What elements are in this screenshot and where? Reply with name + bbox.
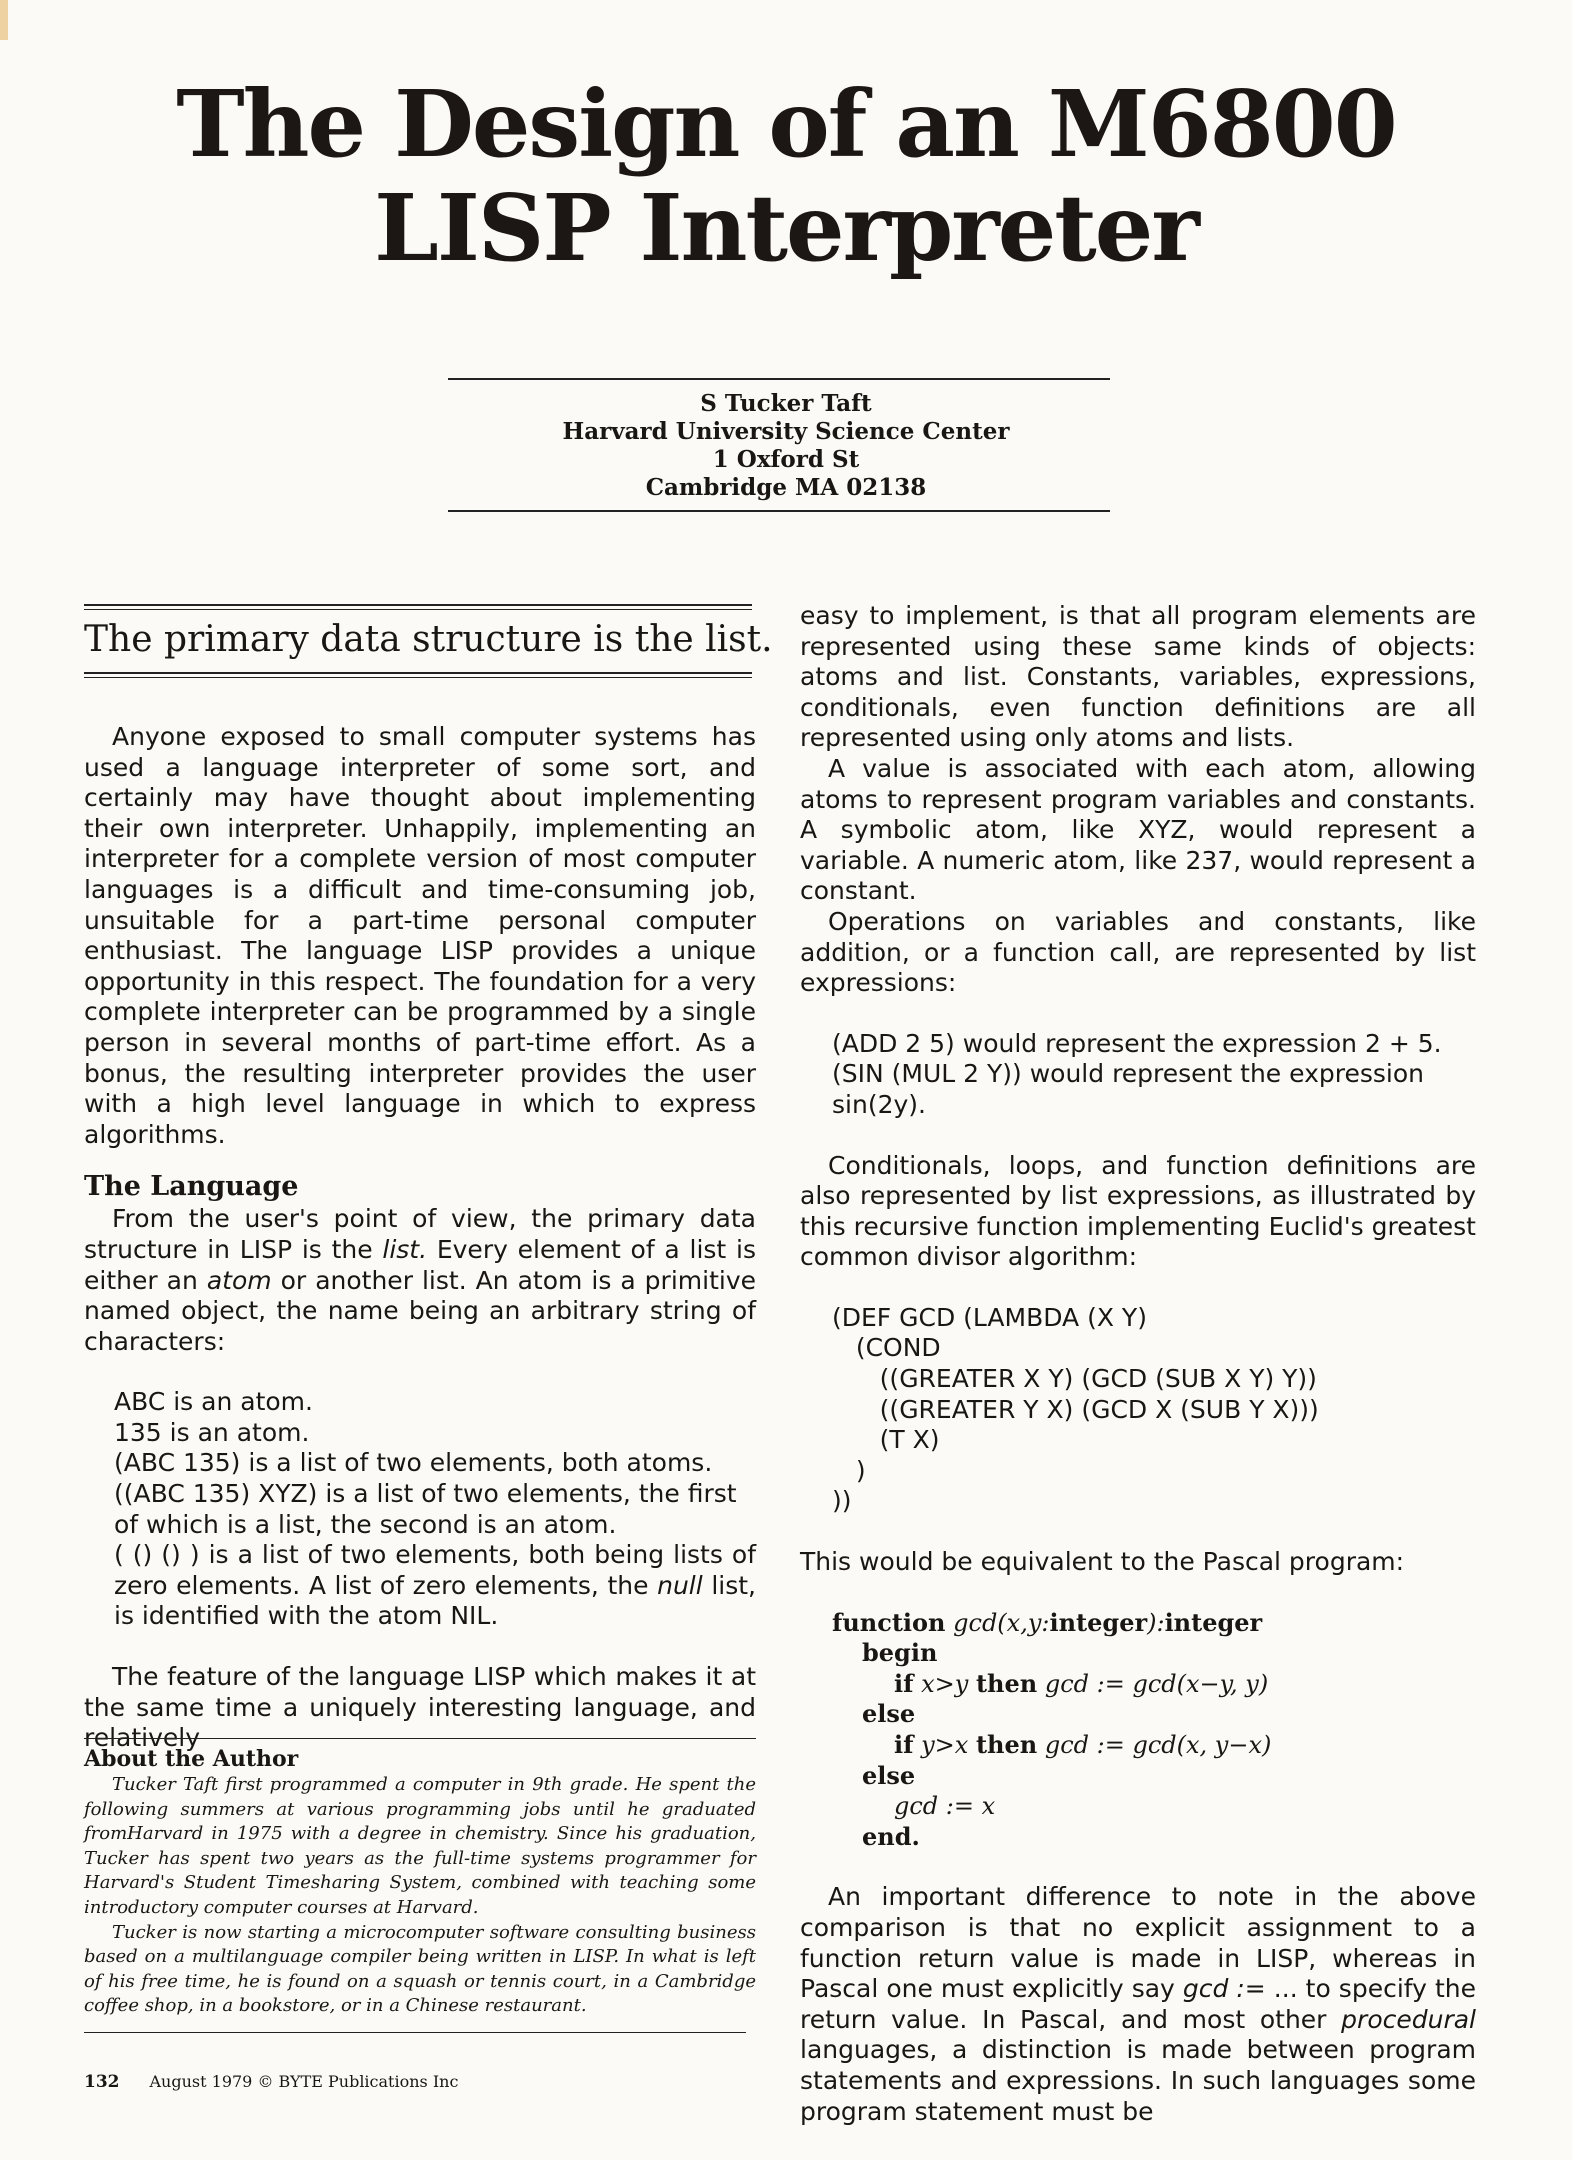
about-bottom-rule <box>84 2032 746 2033</box>
feature-paragraph: The feature of the language LISP which makes it at the same time a uniquely interesting language, and relatively <box>84 1662 756 1753</box>
kw-if: if <box>894 1730 914 1759</box>
deck-text: The primary data structure is the list. <box>84 619 773 660</box>
diff-text-1: An important difference to note in the above comparison is that no explicit assignment to a function return value is made in LISP, whereas in Pascal one must explicitly say <box>800 1882 1476 2004</box>
kw-then: then <box>975 1730 1038 1759</box>
example-line: ABC is an atom. <box>114 1387 313 1417</box>
term-null: null <box>657 1570 703 1600</box>
about-author-box <box>84 1745 756 2019</box>
pascal-line-else <box>832 1699 1476 1730</box>
code-line: ((GREATER X Y) (GCD (SUB X Y) Y)) <box>832 1364 1317 1394</box>
diff-text-2: ... to specify the return value. In Pascal, and most other <box>800 1974 1476 2034</box>
pascal-sig-rest: ): <box>1147 1608 1165 1637</box>
term-procedural: procedural <box>1341 2004 1476 2034</box>
diff-text-3: languages, a distinction is made between program statements and expressions. In such languages some program statement must be <box>800 2035 1476 2126</box>
author-city: Cambridge MA 02138 <box>645 474 927 501</box>
author-street: 1 Oxford St <box>712 446 860 473</box>
stmt-final: gcd := x <box>894 1792 996 1821</box>
footer-credit: August 1979 © BYTE Publications Inc <box>149 2072 459 2091</box>
language-text-1: From the user's point of view, the primary data structure in LISP is the <box>84 1204 756 1264</box>
difference-paragraph <box>800 1882 1476 2127</box>
gcd-assign: gcd := <box>1182 1974 1266 2004</box>
language-text-3: or another list. An atom is a primitive named object, the name being an arbitrary string of characters: <box>84 1265 756 1356</box>
code-line: )) <box>832 1486 852 1516</box>
about-top-rule <box>84 1738 756 1739</box>
deck-bottom-rule <box>84 672 752 678</box>
pascal-line-if2 <box>832 1730 1476 1761</box>
cond-1: x>y <box>921 1669 969 1698</box>
code-line: (DEF GCD (LAMBDA (X Y) <box>832 1302 1147 1332</box>
language-text-2: Every element of a list is either an <box>84 1234 756 1295</box>
operations-paragraph: Operations on variables and constants, like addition, or a function call, are represented by list expressions: <box>800 906 1476 998</box>
kw-function: function <box>832 1607 946 1637</box>
page-footer <box>84 2072 458 2092</box>
about-paragraph-2: Tucker is now starting a microcomputer software consulting business based on a multilanguage compiler being written in LISP. In what is left of his free time, he is found on a squash or tennis court, in a Cambridge coffee shop, in a bookstore, or in a Chinese restaurant. <box>84 1921 756 2017</box>
deck-quote <box>84 604 773 678</box>
left-column <box>84 722 756 1754</box>
expression-example: (SIN (MUL 2 Y)) would represent the expression sin(2y). <box>832 1059 1424 1119</box>
intro-paragraph: Anyone exposed to small computer systems has used a language interpreter of some sort, and certainly may have thought about implementing their own interpreter. Unhappily, implementing an interpreter for a complete version of most computer languages is a difficult and time-consuming job, unsuitable for a part-time personal computer enthusiast. The language LISP provides a unique opportunity in this respect. The foundation for a very complete interpreter can be programmed by a single person in several months of part-time effort. As a bonus, the resulting interpreter provides the user with a high level language in which to express algorithms. <box>84 722 756 1149</box>
lisp-code-block <box>800 1303 1476 1517</box>
code-line: (COND <box>832 1333 941 1363</box>
pascal-line-final <box>832 1791 1476 1822</box>
cond-2: y>x <box>921 1731 969 1759</box>
author-name: S Tucker Taft <box>700 390 872 417</box>
author-byline <box>0 390 1572 502</box>
section-heading-language: The Language <box>84 1171 299 1203</box>
example-null-text: ( () () ) is a list of two elements, both being lists of zero elements. A list of zero elements, the <box>114 1540 756 1600</box>
byline-bottom-rule <box>448 510 1110 512</box>
title-line-1: The Design of an M6800 <box>176 70 1396 178</box>
expression-examples <box>800 1029 1476 1121</box>
code-line: (T X) <box>832 1425 940 1455</box>
kw-else: else <box>862 1760 916 1790</box>
page-number: 132 <box>84 2072 120 2092</box>
pascal-sig: gcd(x,y: <box>953 1608 1050 1637</box>
kw-then: then <box>975 1668 1038 1698</box>
language-term-list: list. <box>382 1234 428 1264</box>
page-stain <box>0 0 8 40</box>
example-null-tail: list, is identified with the atom NIL. <box>114 1570 756 1631</box>
kw-integer: integer <box>1049 1607 1148 1637</box>
author-affiliation: Harvard University Science Center <box>562 418 1010 445</box>
about-heading: About the Author <box>84 1746 299 1772</box>
expression-example: (ADD 2 5) would represent the expression 2 + 5. <box>832 1028 1442 1058</box>
kw-else: else <box>862 1699 916 1729</box>
stmt-2: gcd := gcd(x, y−x) <box>1044 1731 1272 1759</box>
code-line: ((GREATER Y X) (GCD X (SUB Y X))) <box>832 1394 1319 1424</box>
example-line: ((ABC 135) XYZ) is a list of two elements, the first of which is a list, the second is an atom. <box>114 1479 737 1539</box>
kw-begin: begin <box>862 1638 938 1668</box>
continued-paragraph: easy to implement, is that all program elements are represented using these same kinds of objects: atoms and list. Constants, variables, expressions, conditionals, even function definitions are all represented using only atoms and lists. <box>800 601 1476 753</box>
about-paragraph-1: Tucker Taft first programmed a computer in 9th grade. He spent the following summers at various programming jobs until he graduated fromHarvard in 1975 with a degree in chemistry. Since his graduation, Tucker has spent two years as the full-time systems programmer for Harvard's Student Timesharing System, combined with teaching some introductory computer courses at Harvard. <box>84 1774 756 1918</box>
title-line-2: LISP Interpreter <box>374 174 1198 282</box>
pascal-code-block <box>800 1608 1476 1853</box>
kw-integer-ret: integer <box>1164 1607 1263 1637</box>
example-line-null <box>114 1540 756 1632</box>
atom-examples <box>84 1387 756 1632</box>
right-column <box>800 601 1476 2127</box>
pascal-line-else2 <box>832 1761 1476 1792</box>
pascal-intro: This would be equivalent to the Pascal program: <box>800 1547 1405 1577</box>
pascal-line-end <box>832 1822 1476 1853</box>
stmt-1: gcd := gcd(x−y, y) <box>1044 1669 1269 1698</box>
article-title <box>0 72 1572 280</box>
language-term-atom: atom <box>206 1265 272 1295</box>
atom-value-paragraph: A value is associated with each atom, allowing atoms to represent program variables and constants. A symbolic atom, like XYZ, would represent a variable. A numeric atom, like 237, would represent a constant. <box>800 753 1476 906</box>
pascal-line-signature <box>832 1608 1476 1639</box>
kw-end: end. <box>862 1821 920 1851</box>
kw-if: if <box>894 1668 914 1698</box>
conditionals-paragraph: Conditionals, loops, and function definitions are also represented by list expressions, as illustrated by this recursive function implementing Euclid's greatest common divisor algorithm: <box>800 1150 1476 1272</box>
example-line: (ABC 135) is a list of two elements, both atoms. <box>114 1448 713 1478</box>
language-paragraph <box>84 1204 756 1357</box>
example-line: 135 is an atom. <box>114 1417 310 1447</box>
byline-top-rule <box>448 378 1110 380</box>
pascal-line-if1 <box>832 1669 1476 1700</box>
pascal-line-begin <box>832 1638 1476 1669</box>
code-line: ) <box>832 1455 866 1485</box>
